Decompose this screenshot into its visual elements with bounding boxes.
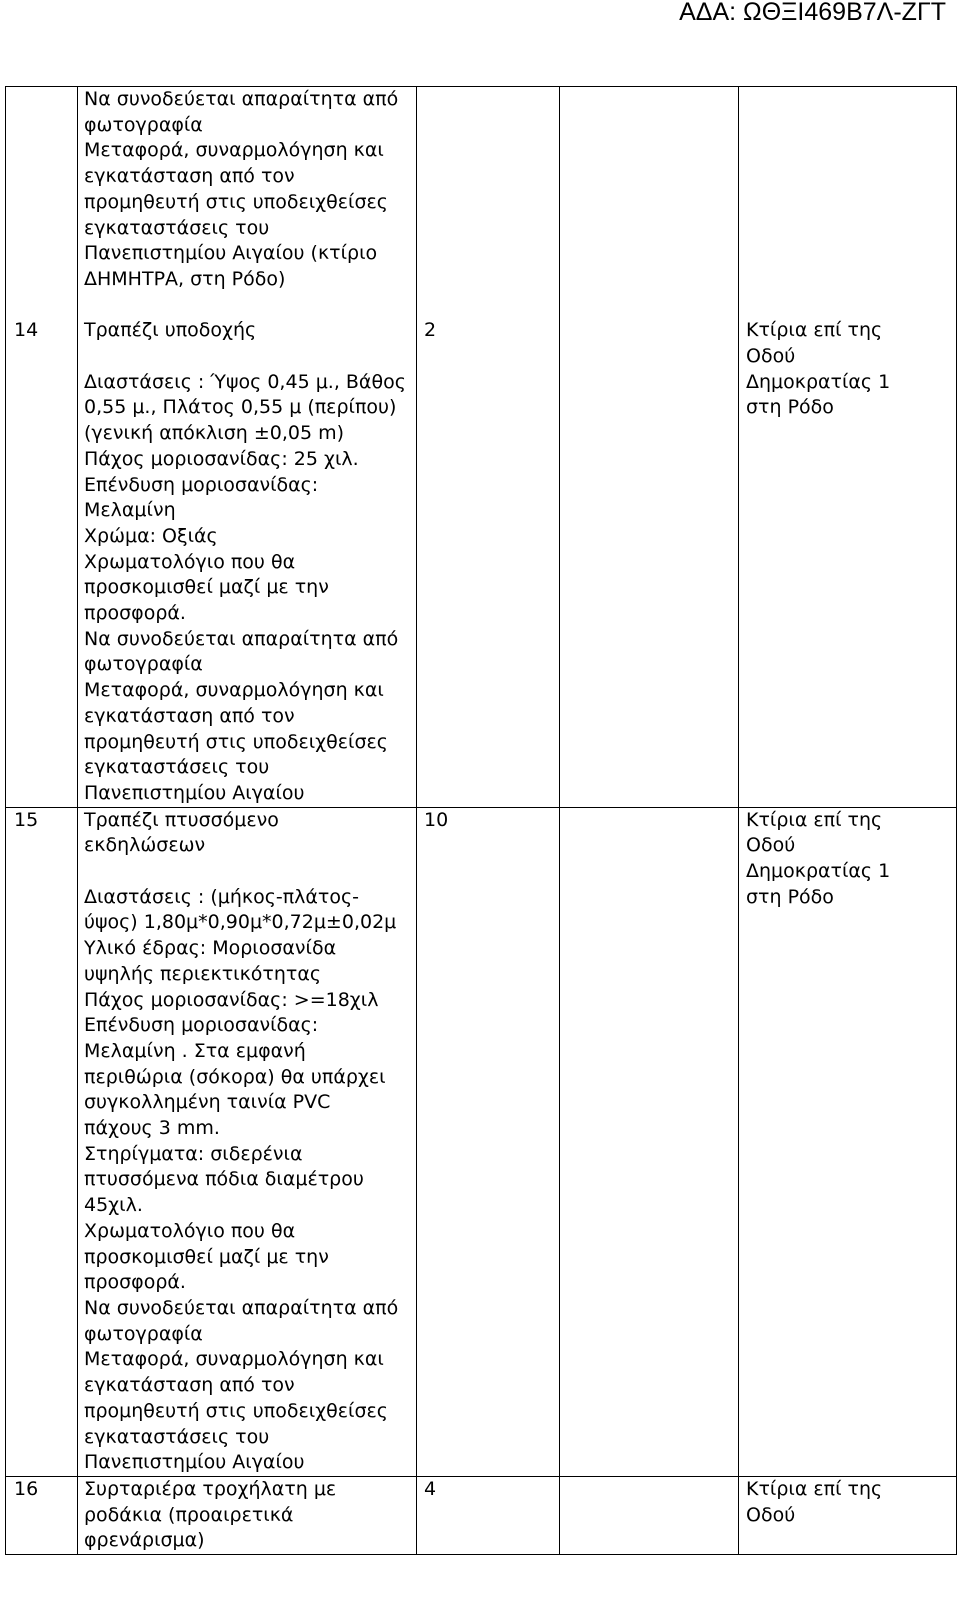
location-line: Δημοκρατίας 1 xyxy=(746,860,891,883)
spec-line: ύψος) 1,80μ*0,90μ*0,72μ±0,02μ xyxy=(84,911,397,934)
table-row xyxy=(6,807,957,1476)
item-quantity-cell xyxy=(417,87,560,808)
spec-line: συγκολλημένη ταινία PVC xyxy=(84,1091,331,1114)
item-number-cell xyxy=(6,1476,78,1554)
spacer xyxy=(84,859,414,885)
spec-line: εγκαταστάσεις του xyxy=(84,1425,270,1448)
spec-line: (γενική απόκλιση ±0,05 m) xyxy=(84,422,345,445)
description-line: Μεταφορά, συναρμολόγηση και xyxy=(84,139,384,162)
location-line: στη Ρόδο xyxy=(746,396,834,419)
spec-line: 0,55 μ., Πλάτος 0,55 μ (περίπου) xyxy=(84,396,397,419)
spec-line: προσφορά. xyxy=(84,1271,186,1294)
item-description-cell xyxy=(78,1476,417,1554)
spec-line: προσκομισθεί μαζί με την xyxy=(84,576,329,599)
item-description-cell xyxy=(78,807,417,1476)
spec-line: Μεταφορά, συναρμολόγηση και xyxy=(84,679,384,702)
spec-line: Πανεπιστημίου Αιγαίου xyxy=(84,781,305,804)
spec-line: εγκαταστάσεις του xyxy=(84,756,270,779)
item-quantity-cell xyxy=(417,807,560,1476)
location-line: Οδού xyxy=(746,1503,796,1526)
spec-line: Χρωματολόγιο που θα xyxy=(84,1219,296,1242)
spec-line: Μελαμίνη . Στα εμφανή xyxy=(84,1039,306,1062)
location-line: Κτίρια επί της xyxy=(746,808,883,831)
spec-line: πτυσσόμενα πόδια διαμέτρου xyxy=(84,1168,364,1191)
spec-line: εγκατάσταση από τον xyxy=(84,704,295,727)
item-number-cell xyxy=(6,807,78,1476)
item-title-line: Τραπέζι υποδοχής xyxy=(84,319,257,342)
spec-line: προσκομισθεί μαζί με την xyxy=(84,1245,329,1268)
items-table-body xyxy=(6,87,957,1555)
item-title-line: Τραπέζι πτυσσόμενο xyxy=(84,808,279,831)
location-line: Κτίρια επί της xyxy=(746,1477,883,1500)
location-line: Οδού xyxy=(746,345,796,367)
spec-line: Επένδυση μοριοσανίδας: xyxy=(84,1014,319,1037)
description-line: εγκατάσταση από τον xyxy=(84,165,295,188)
spec-line: 45χιλ. xyxy=(84,1194,143,1217)
location-line: Δημοκρατίας 1 xyxy=(746,370,891,393)
item-description-cell xyxy=(78,87,417,808)
location-line: στη Ρόδο xyxy=(746,885,834,908)
spec-line: Να συνοδεύεται απαραίτητα από xyxy=(84,627,399,650)
item-number: 14 xyxy=(14,319,39,342)
spec-line: εγκατάσταση από τον xyxy=(84,1374,295,1397)
item-quantity: 10 xyxy=(424,808,449,831)
spec-line: υψηλής περιεκτικότητας xyxy=(84,962,321,985)
spec-line: Χρωματολόγιο που θα xyxy=(84,550,296,573)
spec-line: Να συνοδεύεται απαραίτητα από xyxy=(84,1297,399,1319)
spec-line: φωτογραφία xyxy=(84,1322,203,1345)
spec-line: Στηρίγματα: σιδερένια xyxy=(84,1142,303,1165)
spec-line: Πάχος μοριοσανίδας: 25 χιλ. xyxy=(84,447,359,470)
ada-code: ΑΔΑ: ΩΘΞΙ469Β7Λ-ΖΓΤ xyxy=(679,0,946,26)
item-location-cell xyxy=(739,87,957,808)
description-line: Να συνοδεύεται απαραίτητα από xyxy=(84,88,399,110)
item-title-line: εκδηλώσεων xyxy=(84,834,206,857)
spec-line: προσφορά. xyxy=(84,602,186,625)
item-location-cell xyxy=(739,1476,957,1554)
location-line: Οδού xyxy=(746,834,796,857)
item-number: 15 xyxy=(14,808,39,831)
spec-line: Πανεπιστημίου Αιγαίου xyxy=(84,1451,305,1474)
spec-line: περιθώρια (σόκορα) θα υπάρχει xyxy=(84,1065,386,1088)
spec-line: Διαστάσεις : Ύψος 0,45 μ., Βάθος xyxy=(84,370,406,393)
empty-cell xyxy=(560,1476,739,1554)
table-row xyxy=(6,87,957,808)
spec-line: Πάχος μοριοσανίδας: >=18χιλ xyxy=(84,988,379,1011)
spacer xyxy=(84,344,414,370)
item-number: 16 xyxy=(14,1477,39,1500)
description-line: Πανεπιστημίου Αιγαίου (κτίριο xyxy=(84,242,378,265)
spec-line: Μεταφορά, συναρμολόγηση και xyxy=(84,1348,384,1371)
item-number-cell xyxy=(6,87,78,808)
item-location-cell xyxy=(739,807,957,1476)
item-quantity: 4 xyxy=(424,1477,437,1500)
spec-line: προμηθευτή στις υποδειχθείσες xyxy=(84,730,388,753)
description-line: προμηθευτή στις υποδειχθείσες xyxy=(84,190,388,213)
location-line: Κτίρια επί της xyxy=(746,319,883,342)
spec-line: φωτογραφία xyxy=(84,653,203,676)
item-quantity: 2 xyxy=(424,319,437,342)
empty-cell xyxy=(560,87,739,808)
spec-line: Μελαμίνη xyxy=(84,499,176,522)
empty-cell xyxy=(560,807,739,1476)
spec-line: Υλικό έδρας: Μοριοσανίδα xyxy=(84,937,337,960)
description-line: ΔΗΜΗΤΡΑ, στη Ρόδο) xyxy=(84,267,286,290)
table-row xyxy=(6,1476,957,1554)
item-title-line: φρενάρισμα) xyxy=(84,1529,205,1552)
spec-line: πάχους 3 mm. xyxy=(84,1117,220,1140)
items-table xyxy=(5,86,956,1555)
spec-line: προμηθευτή στις υποδειχθείσες xyxy=(84,1399,388,1422)
item-quantity-cell xyxy=(417,1476,560,1554)
item-title-line: ροδάκια (προαιρετικά xyxy=(84,1503,294,1526)
spec-line: Διαστάσεις : (μήκος-πλάτος- xyxy=(84,885,359,908)
item-title-line: Συρταριέρα τροχήλατη με xyxy=(84,1477,337,1500)
description-line: εγκαταστάσεις του xyxy=(84,216,270,239)
spacer xyxy=(84,293,414,319)
description-line: φωτογραφία xyxy=(84,113,203,136)
spec-line: Χρώμα: Οξιάς xyxy=(84,524,218,547)
spec-line: Επένδυση μοριοσανίδας: xyxy=(84,473,319,496)
